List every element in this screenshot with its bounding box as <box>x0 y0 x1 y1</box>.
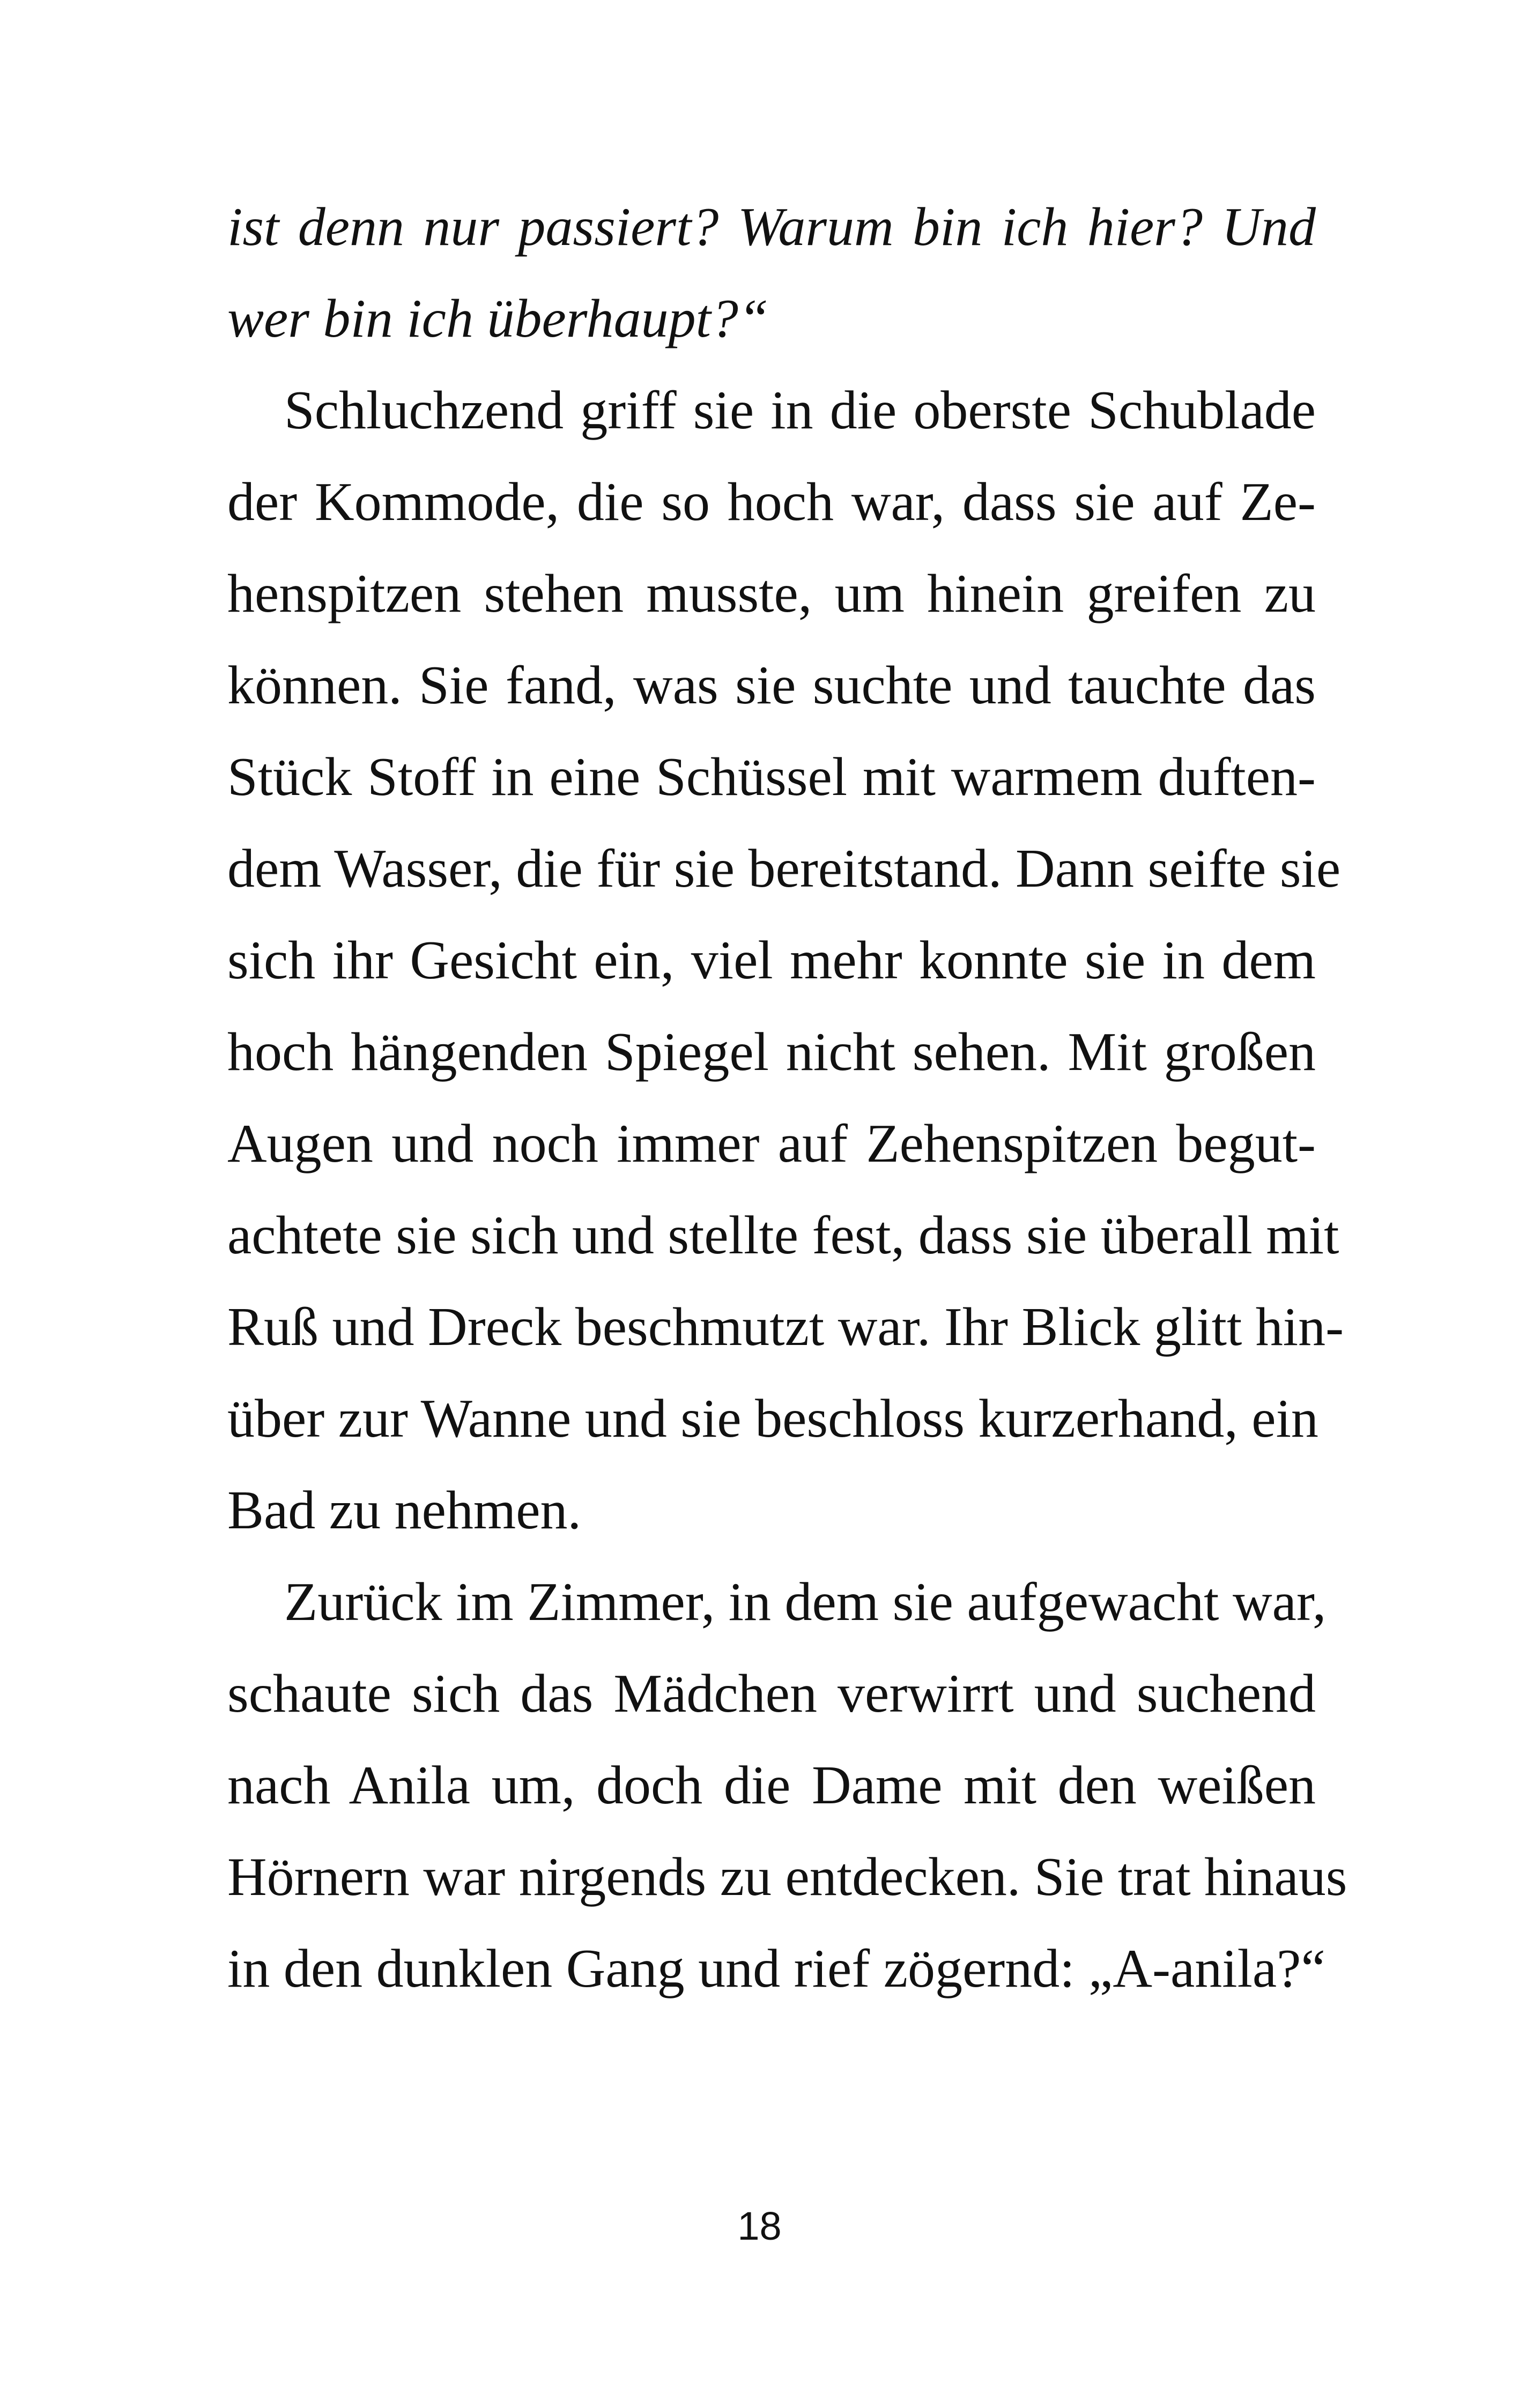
text-line: Zurück im Zimmer, in dem sie aufgewacht war, <box>284 1572 1327 1632</box>
text-line: können. Sie fand, was sie suchte und tauchte das <box>227 655 1316 716</box>
text-line: der Kommode, die so hoch war, dass sie auf Ze- <box>227 472 1316 532</box>
text-line: Augen und noch immer auf Zehenspitzen begut- <box>227 1113 1316 1174</box>
text-line: achtete sie sich und stellte fest, dass sie überall mit <box>227 1205 1339 1266</box>
body-text <box>227 181 1347 2015</box>
text-line: wer bin ich überhaupt?“ <box>227 288 769 349</box>
text-line: in den dunklen Gang und rief zögernd: „A-anila?“ <box>227 1938 1325 1999</box>
text-line: Stück Stoff in eine Schüssel mit warmem duften- <box>227 747 1316 807</box>
text-line: Bad zu nehmen. <box>227 1480 581 1541</box>
text-line: über zur Wanne und sie beschloss kurzerhand, ein <box>227 1388 1318 1449</box>
text-line: Ruß und Dreck beschmutzt war. Ihr Blick glitt hin- <box>227 1297 1344 1357</box>
text-line: nach Anila um, doch die Dame mit den weißen <box>227 1755 1316 1816</box>
paragraph <box>227 365 1344 1556</box>
page-number: 18 <box>737 2204 782 2248</box>
text-line: sich ihr Gesicht ein, viel mehr konnte sie in dem <box>227 930 1316 991</box>
text-line: Schluchzend griff sie in die oberste Schublade <box>284 380 1316 441</box>
paragraph-italic-continuation <box>227 181 1316 365</box>
text-line: hoch hängenden Spiegel nicht sehen. Mit großen <box>227 1022 1316 1082</box>
text-line: Hörnern war nirgends zu entdecken. Sie trat hinaus <box>227 1847 1347 1907</box>
paragraph <box>227 1556 1347 2015</box>
text-line: schaute sich das Mädchen verwirrt und suchend <box>227 1663 1316 1724</box>
text-line: henspitzen stehen musste, um hinein greifen zu <box>227 563 1316 624</box>
text-line: dem Wasser, die für sie bereitstand. Dann seifte sie <box>227 838 1341 899</box>
text-line: ist denn nur passiert? Warum bin ich hier? Und <box>227 197 1316 257</box>
